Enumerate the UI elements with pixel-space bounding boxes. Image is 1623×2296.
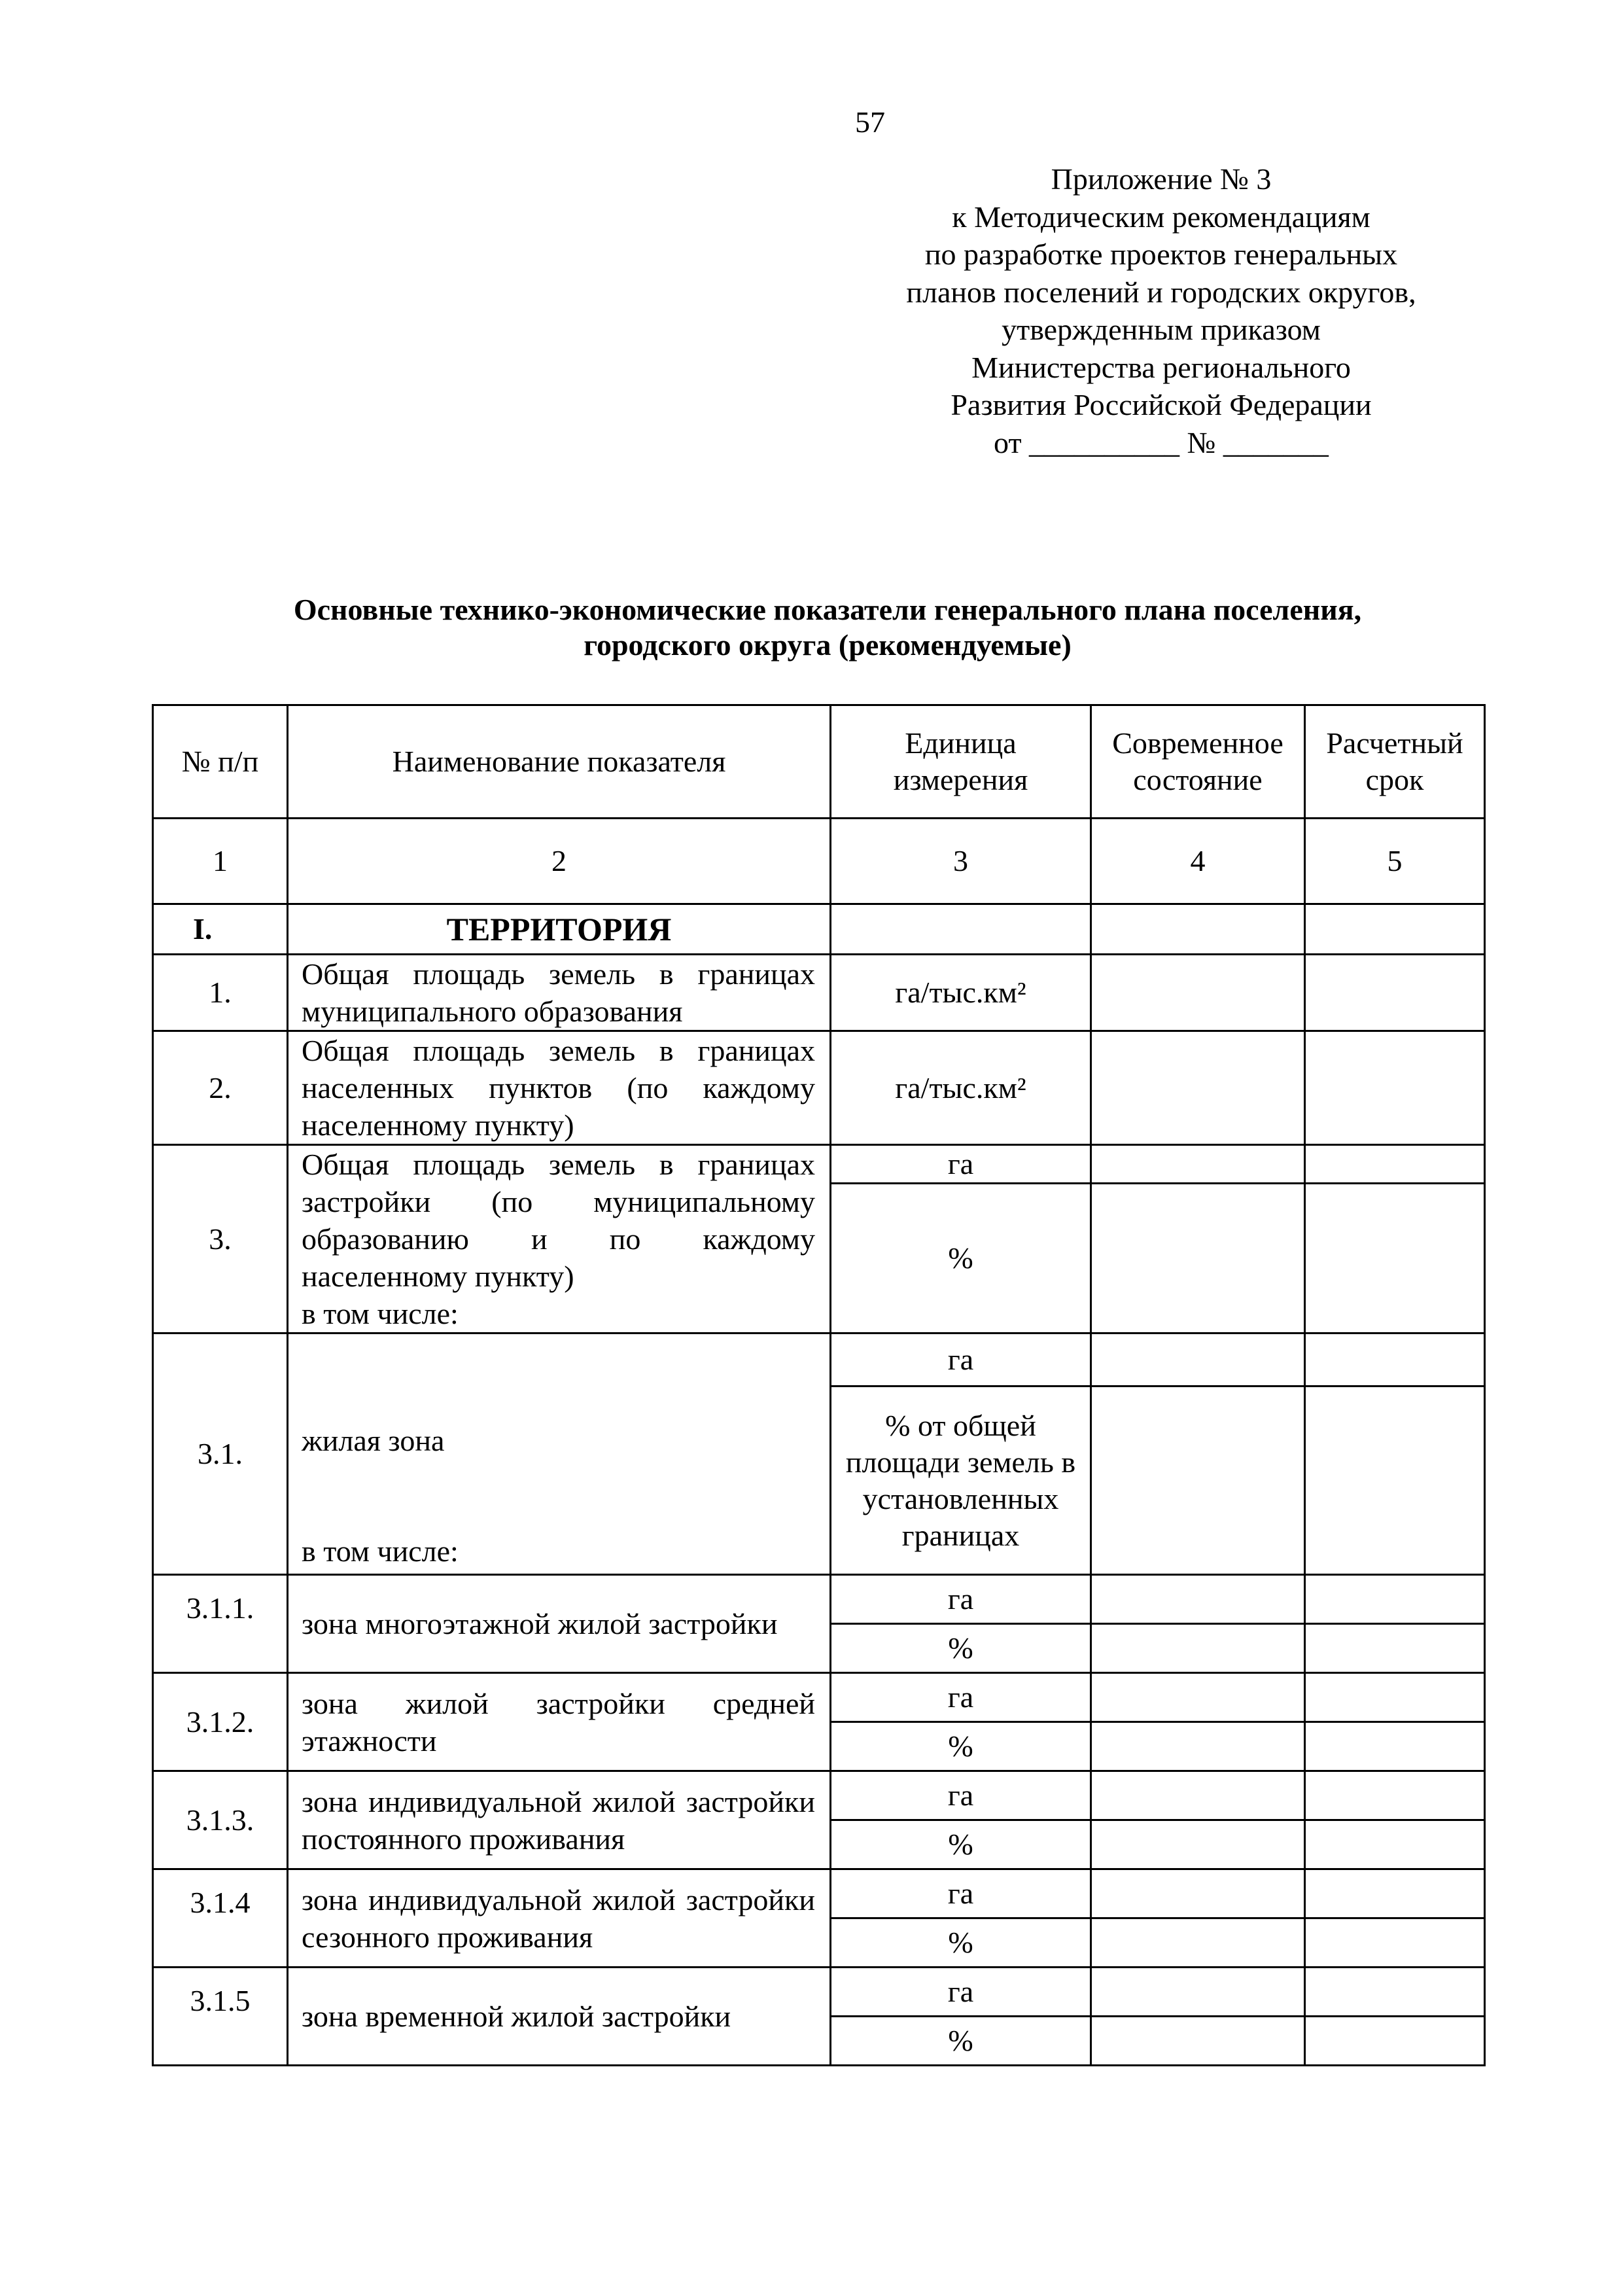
current-value-cell — [1091, 1031, 1305, 1145]
target-value-cell — [1305, 1673, 1485, 1722]
appendix-line: Развития Российской Федерации — [951, 388, 1372, 421]
current-value-cell — [1091, 955, 1305, 1031]
current-value-cell — [1091, 1918, 1305, 1968]
row-number: 2. — [153, 1031, 288, 1145]
unit-cell: га/тыс.км² — [831, 955, 1091, 1031]
column-number: 3 — [831, 819, 1091, 904]
appendix-block — [818, 160, 1505, 461]
header-name: Наименование показателя — [288, 705, 831, 819]
empty-cell — [1091, 904, 1305, 955]
unit-cell: % — [831, 1184, 1091, 1333]
target-value-cell — [1305, 1386, 1485, 1575]
current-value-cell — [1091, 1575, 1305, 1624]
unit-cell: % — [831, 2017, 1091, 2066]
table-row — [153, 1333, 1485, 1386]
unit-cell: га — [831, 1333, 1091, 1386]
indicator-subnote: в том числе: — [302, 1534, 459, 1568]
target-value-cell — [1305, 2017, 1485, 2066]
empty-cell — [1305, 904, 1485, 955]
appendix-line: от __________ № _______ — [994, 425, 1329, 459]
unit-cell: га — [831, 1968, 1091, 2017]
current-value-cell — [1091, 1624, 1305, 1673]
column-number: 5 — [1305, 819, 1485, 904]
unit-cell: % от общей площади земель в установленных границах — [831, 1386, 1091, 1575]
table-row — [153, 1575, 1485, 1624]
target-value-cell — [1305, 1145, 1485, 1184]
header-num: № п/п — [153, 705, 288, 819]
unit-cell: га — [831, 1869, 1091, 1918]
appendix-line: Приложение № 3 — [1051, 162, 1272, 196]
section-row — [153, 904, 1485, 955]
column-number: 2 — [288, 819, 831, 904]
appendix-line: планов поселений и городских округов, — [906, 275, 1416, 309]
indicators-table — [152, 704, 1486, 2066]
table-row — [153, 1031, 1485, 1145]
header-current: Современное состояние — [1091, 705, 1305, 819]
target-value-cell — [1305, 1624, 1485, 1673]
indicator-name — [288, 1333, 831, 1575]
current-value-cell — [1091, 2017, 1305, 2066]
appendix-line: Министерства регионального — [971, 350, 1351, 384]
target-value-cell — [1305, 1031, 1485, 1145]
table-row — [153, 955, 1485, 1031]
indicator-name-text: Общая площадь земель в границах застройки (по муниципальному образованию и по каждому населенному пункту) — [302, 1148, 815, 1293]
row-number: 3.1.3. — [153, 1771, 288, 1869]
unit-cell: га — [831, 1771, 1091, 1820]
section-number: I. — [153, 904, 288, 955]
target-value-cell — [1305, 1820, 1485, 1869]
row-number: 3. — [153, 1145, 288, 1333]
unit-cell: % — [831, 1624, 1091, 1673]
unit-cell: % — [831, 1722, 1091, 1771]
table-header-row — [153, 705, 1485, 819]
column-number: 1 — [153, 819, 288, 904]
row-number: 3.1.2. — [153, 1673, 288, 1771]
table-row — [153, 1869, 1485, 1918]
table-row — [153, 1771, 1485, 1820]
current-value-cell — [1091, 1184, 1305, 1333]
current-value-cell — [1091, 1820, 1305, 1869]
unit-cell: % — [831, 1918, 1091, 1968]
unit-cell: га — [831, 1673, 1091, 1722]
row-number: 3.1. — [153, 1333, 288, 1575]
current-value-cell — [1091, 1722, 1305, 1771]
unit-cell: % — [831, 1820, 1091, 1869]
indicator-name: зона многоэтажной жилой застройки — [288, 1575, 831, 1673]
target-value-cell — [1305, 1869, 1485, 1918]
indicator-name: зона временной жилой застройки — [288, 1968, 831, 2066]
document-title — [131, 592, 1524, 663]
current-value-cell — [1091, 1673, 1305, 1722]
target-value-cell — [1305, 1184, 1485, 1333]
table-row — [153, 1673, 1485, 1722]
indicator-name: зона индивидуальной жилой застройки постоянного проживания — [288, 1771, 831, 1869]
unit-cell: га — [831, 1145, 1091, 1184]
target-value-cell — [1305, 1333, 1485, 1386]
target-value-cell — [1305, 1918, 1485, 1968]
current-value-cell — [1091, 1771, 1305, 1820]
table-row — [153, 1145, 1485, 1184]
unit-cell: га — [831, 1575, 1091, 1624]
target-value-cell — [1305, 1771, 1485, 1820]
current-value-cell — [1091, 1386, 1305, 1575]
target-value-cell — [1305, 1575, 1485, 1624]
appendix-line: к Методическим рекомендациям — [952, 200, 1370, 234]
appendix-line: утвержденным приказом — [1002, 313, 1321, 346]
column-number: 4 — [1091, 819, 1305, 904]
title-line-2: городского округа (рекомендуемые) — [584, 628, 1072, 662]
header-target: Расчетный срок — [1305, 705, 1485, 819]
current-value-cell — [1091, 1968, 1305, 2017]
current-value-cell — [1091, 1145, 1305, 1184]
indicator-name: зона жилой застройки средней этажности — [288, 1673, 831, 1771]
target-value-cell — [1305, 1968, 1485, 2017]
indicator-name — [288, 1145, 831, 1333]
empty-cell — [831, 904, 1091, 955]
title-line-1: Основные технико-экономические показатели генерального плана поселения, — [293, 593, 1362, 626]
column-numbers-row — [153, 819, 1485, 904]
target-value-cell — [1305, 1722, 1485, 1771]
header-unit: Единица измерения — [831, 705, 1091, 819]
indicator-subnote: в том числе: — [302, 1297, 459, 1330]
target-value-cell — [1305, 955, 1485, 1031]
indicator-name: Общая площадь земель в границах муниципального образования — [288, 955, 831, 1031]
current-value-cell — [1091, 1869, 1305, 1918]
unit-cell: га/тыс.км² — [831, 1031, 1091, 1145]
indicator-name-text: жилая зона — [302, 1424, 445, 1457]
row-number: 3.1.1. — [153, 1575, 288, 1673]
table-row — [153, 1968, 1485, 2017]
current-value-cell — [1091, 1333, 1305, 1386]
row-number: 1. — [153, 955, 288, 1031]
spacer — [302, 1459, 815, 1532]
page-number: 57 — [855, 105, 885, 139]
row-number: 3.1.4 — [153, 1869, 288, 1968]
row-number: 3.1.5 — [153, 1968, 288, 2066]
indicator-name: зона индивидуальной жилой застройки сезонного проживания — [288, 1869, 831, 1968]
appendix-line: по разработке проектов генеральных — [924, 238, 1398, 271]
indicator-name: Общая площадь земель в границах населенных пунктов (по каждому населенному пункту) — [288, 1031, 831, 1145]
section-name: ТЕРРИТОРИЯ — [288, 904, 831, 955]
